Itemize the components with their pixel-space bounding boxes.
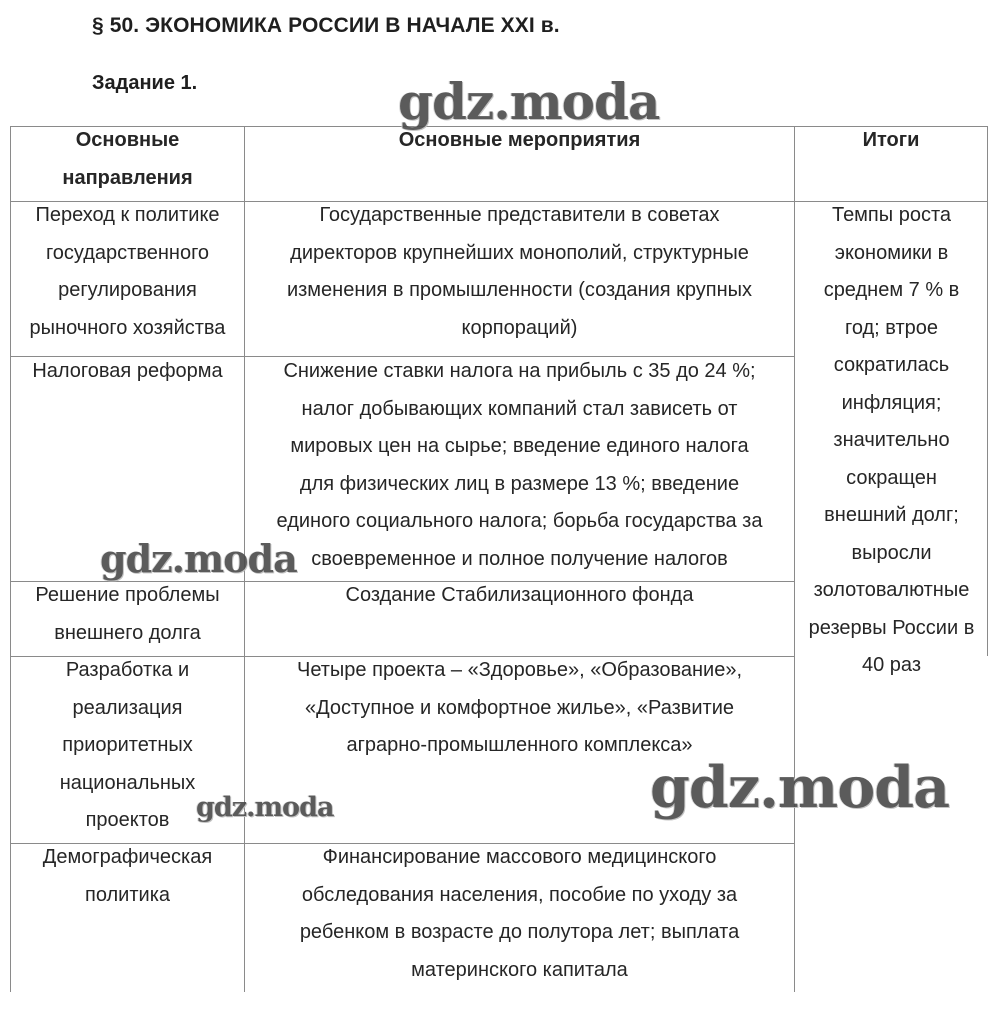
- header-measures: Основные мероприятия: [398, 129, 641, 151]
- measures-cell: Государственные представители в советах директоров крупнейших монополий, структурные изменения в промышленности (создания крупных корпораций): [286, 204, 753, 339]
- measures-cell: Создание Стабилизационного фонда: [345, 584, 694, 606]
- header-results: Итоги: [862, 129, 920, 151]
- watermark: gdz.moda: [650, 754, 950, 821]
- direction-cell: Решение проблемы внешнего долга: [35, 584, 220, 644]
- watermark: gdz.moda: [100, 536, 297, 581]
- header-directions: Основные направления: [62, 129, 193, 189]
- direction-cell: Демографическая политика: [42, 846, 213, 906]
- watermark: gdz.moda: [196, 792, 334, 823]
- direction-cell: Налоговая реформа: [32, 360, 223, 382]
- measures-cell: Снижение ставки налога на прибыль с 35 до 24 %; налог добывающих компаний стал зависеть от мировых цен на сырье; введение единого налога для физических лиц в размере 13 %; введение единого социального налога; борьба государства за своевременное и полное получение налогов: [276, 360, 763, 570]
- direction-cell: Разработка и реализация приоритетных национальных проектов: [59, 659, 196, 831]
- measures-cell: Четыре проекта – «Здоровье», «Образование», «Доступное и комфортное жилье», «Развитие аграрно-промышленного комплекса»: [296, 659, 742, 756]
- measures-cell: Финансирование массового медицинского обследования населения, пособие по уходу за ребенком в возрасте до полутора лет; выплата материнского капитала: [299, 846, 740, 981]
- watermark: gdz.moda: [398, 72, 660, 131]
- page-title: § 50. ЭКОНОМИКА РОССИИ В НАЧАЛЕ XXI в.: [92, 14, 560, 37]
- task-label: Задание 1.: [92, 72, 198, 94]
- results-cell: Темпы роста экономики в среднем 7 % в год; втрое сократилась инфляция; значительно сокращен внешний долг; выросли золотовалютные резервы России в 40 раз: [808, 204, 975, 676]
- direction-cell: Переход к политике государственного регулирования рыночного хозяйства: [29, 204, 226, 339]
